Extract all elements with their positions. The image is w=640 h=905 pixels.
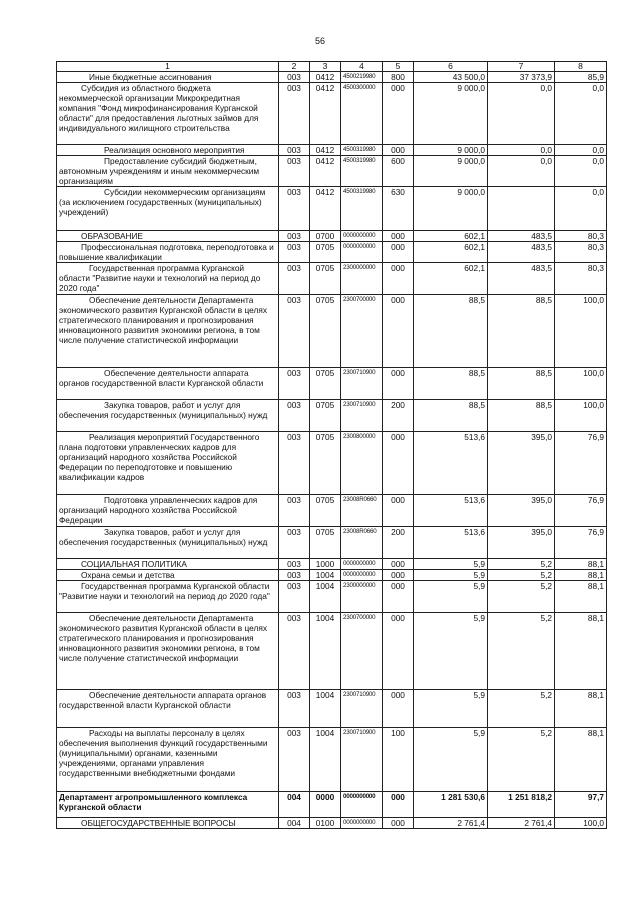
actual-cell (488, 187, 555, 231)
expense-type-cell: 200 (383, 400, 414, 432)
expense-type-cell: 000 (383, 792, 414, 818)
row-name-cell: Обеспечение деятельности аппарата органов государственной власти Курганской области (57, 368, 279, 400)
target-article-cell: 4500319980 (341, 156, 383, 187)
expense-type-cell: 000 (383, 613, 414, 690)
table-row (57, 72, 607, 83)
table-row (57, 690, 607, 728)
row-name-cell: Закупка товаров, работ и услуг для обеспечения государственных (муниципальных) нужд (57, 527, 279, 559)
section-cell: 0412 (310, 145, 341, 156)
plan-cell: 9 000,0 (414, 187, 488, 231)
code-cell: 003 (279, 728, 310, 792)
plan-cell: 513,6 (414, 432, 488, 495)
percent-cell: 85,9 (555, 72, 607, 83)
percent-cell: 88,1 (555, 581, 607, 613)
row-name-cell: Государственная программа Курганской области "Развитие науки и технологий на период до 2020 года" (57, 263, 279, 295)
plan-cell: 5,9 (414, 559, 488, 570)
code-cell: 004 (279, 792, 310, 818)
plan-cell: 602,1 (414, 242, 488, 263)
expense-type-cell: 000 (383, 263, 414, 295)
section-cell: 0412 (310, 72, 341, 83)
code-cell: 003 (279, 570, 310, 581)
table-row (57, 495, 607, 527)
percent-cell: 76,9 (555, 527, 607, 559)
plan-cell: 513,6 (414, 527, 488, 559)
header-cell: 5 (383, 62, 414, 72)
target-article-cell: 0000000000 (341, 570, 383, 581)
code-cell: 003 (279, 400, 310, 432)
row-name-cell: Субсидии некоммерческим организациям (за исключением государственных (муниципальных) учреждений) (57, 187, 279, 231)
code-cell: 003 (279, 368, 310, 400)
plan-cell: 602,1 (414, 231, 488, 242)
expense-type-cell: 000 (383, 231, 414, 242)
plan-cell: 1 281 530,6 (414, 792, 488, 818)
table-row (57, 295, 607, 368)
percent-cell: 100,0 (555, 368, 607, 400)
actual-cell: 5,2 (488, 690, 555, 728)
header-row (57, 62, 607, 72)
table-row (57, 559, 607, 570)
plan-cell: 5,9 (414, 613, 488, 690)
row-name-cell: Закупка товаров, работ и услуг для обеспечения государственных (муниципальных) нужд (57, 400, 279, 432)
actual-cell: 5,2 (488, 570, 555, 581)
expense-type-cell: 000 (383, 818, 414, 829)
row-name-cell: Субсидия из областного бюджета некоммерческой организации Микрокредитная компания "Фонд микрофинансирования Курганской области" для предоставления льготных займов для индивидуального жилищного строительства (57, 83, 279, 145)
actual-cell: 2 761,4 (488, 818, 555, 829)
actual-cell: 37 373,9 (488, 72, 555, 83)
expense-type-cell: 000 (383, 83, 414, 145)
code-cell: 003 (279, 495, 310, 527)
target-article-cell: 2300000000 (341, 581, 383, 613)
table-row (57, 187, 607, 231)
actual-cell: 88,5 (488, 400, 555, 432)
section-cell: 0705 (310, 400, 341, 432)
budget-table (56, 61, 607, 829)
code-cell: 003 (279, 263, 310, 295)
section-cell: 1004 (310, 570, 341, 581)
expense-type-cell: 000 (383, 581, 414, 613)
plan-cell: 602,1 (414, 263, 488, 295)
row-name-cell: Реализация основного мероприятия (57, 145, 279, 156)
expense-type-cell: 600 (383, 156, 414, 187)
actual-cell: 395,0 (488, 527, 555, 559)
header-cell: 3 (310, 62, 341, 72)
code-cell: 003 (279, 72, 310, 83)
target-article-cell: 23008R0660 (341, 495, 383, 527)
code-cell: 003 (279, 527, 310, 559)
actual-cell: 5,2 (488, 581, 555, 613)
actual-cell: 0,0 (488, 145, 555, 156)
expense-type-cell: 800 (383, 72, 414, 83)
percent-cell: 88,1 (555, 613, 607, 690)
target-article-cell: 2300700000 (341, 295, 383, 368)
section-cell: 0705 (310, 263, 341, 295)
code-cell: 003 (279, 231, 310, 242)
section-cell: 0705 (310, 495, 341, 527)
code-cell: 003 (279, 83, 310, 145)
target-article-cell: 23008R0660 (341, 527, 383, 559)
percent-cell: 88,1 (555, 728, 607, 792)
table-row (57, 242, 607, 263)
target-article-cell: 2300800000 (341, 432, 383, 495)
expense-type-cell: 000 (383, 570, 414, 581)
plan-cell: 88,5 (414, 368, 488, 400)
row-name-cell: Расходы на выплаты персоналу в целях обеспечения выполнения функций государственными (муниципальными) органами, казенными учреждениями, органами управления государственными внебюджетными фондами (57, 728, 279, 792)
plan-cell: 5,9 (414, 581, 488, 613)
expense-type-cell: 200 (383, 527, 414, 559)
percent-cell: 76,9 (555, 432, 607, 495)
percent-cell: 88,1 (555, 559, 607, 570)
plan-cell: 43 500,0 (414, 72, 488, 83)
target-article-cell: 0000000000 (341, 231, 383, 242)
section-cell: 1004 (310, 613, 341, 690)
table-row (57, 231, 607, 242)
code-cell: 003 (279, 432, 310, 495)
expense-type-cell: 100 (383, 728, 414, 792)
section-cell: 1004 (310, 581, 341, 613)
code-cell: 003 (279, 690, 310, 728)
target-article-cell: 0000000000 (341, 818, 383, 829)
section-cell: 1004 (310, 728, 341, 792)
code-cell: 003 (279, 559, 310, 570)
percent-cell: 76,9 (555, 495, 607, 527)
row-name-cell: Департамент агропромышленного комплекса Курганской области (57, 792, 279, 818)
percent-cell: 88,1 (555, 690, 607, 728)
expense-type-cell: 630 (383, 187, 414, 231)
actual-cell: 5,2 (488, 559, 555, 570)
target-article-cell: 2300000000 (341, 263, 383, 295)
plan-cell: 2 761,4 (414, 818, 488, 829)
row-name-cell: Обеспечение деятельности Департамента экономического развития Курганской области в целях стратегического планирования и прогнозирования инновационного развития экономики региона, в том числе получение статистической информации (57, 613, 279, 690)
table-row (57, 400, 607, 432)
actual-cell: 0,0 (488, 83, 555, 145)
section-cell: 0412 (310, 187, 341, 231)
table-row (57, 570, 607, 581)
actual-cell: 483,5 (488, 263, 555, 295)
percent-cell: 0,0 (555, 187, 607, 231)
row-name-cell: Предоставление субсидий бюджетным, автономным учреждениям и иным некоммерческим организациям (57, 156, 279, 187)
table-row (57, 368, 607, 400)
actual-cell: 88,5 (488, 295, 555, 368)
percent-cell: 0,0 (555, 156, 607, 187)
target-article-cell: 4500319980 (341, 145, 383, 156)
percent-cell: 80,3 (555, 231, 607, 242)
target-article-cell: 2300710900 (341, 728, 383, 792)
plan-cell: 88,5 (414, 400, 488, 432)
row-name-cell: Реализация мероприятий Государственного плана подготовки управленческих кадров для организаций народного хозяйства Российской Федерации по переподготовке и повышению квалификации кадров (57, 432, 279, 495)
header-cell: 7 (488, 62, 555, 72)
actual-cell: 395,0 (488, 432, 555, 495)
actual-cell: 88,5 (488, 368, 555, 400)
row-name-cell: ОБРАЗОВАНИЕ (57, 231, 279, 242)
section-cell: 0000 (310, 792, 341, 818)
table-row (57, 728, 607, 792)
row-name-cell: Профессиональная подготовка, переподготовка и повышение квалификации (57, 242, 279, 263)
target-article-cell: 4500300000 (341, 83, 383, 145)
percent-cell: 100,0 (555, 818, 607, 829)
code-cell: 004 (279, 818, 310, 829)
row-name-cell: Обеспечение деятельности аппарата органов государственной власти Курганской области (57, 690, 279, 728)
table-row (57, 527, 607, 559)
table-row (57, 432, 607, 495)
percent-cell: 100,0 (555, 295, 607, 368)
plan-cell: 9 000,0 (414, 145, 488, 156)
actual-cell: 1 251 818,2 (488, 792, 555, 818)
target-article-cell: 2300700000 (341, 613, 383, 690)
section-cell: 1004 (310, 690, 341, 728)
section-cell: 0705 (310, 432, 341, 495)
code-cell: 003 (279, 242, 310, 263)
header-cell: 8 (555, 62, 607, 72)
percent-cell: 97,7 (555, 792, 607, 818)
expense-type-cell: 000 (383, 495, 414, 527)
target-article-cell: 4500219980 (341, 72, 383, 83)
percent-cell: 0,0 (555, 145, 607, 156)
plan-cell: 5,9 (414, 690, 488, 728)
plan-cell: 88,5 (414, 295, 488, 368)
section-cell: 1000 (310, 559, 341, 570)
actual-cell: 0,0 (488, 156, 555, 187)
plan-cell: 9 000,0 (414, 83, 488, 145)
plan-cell: 9 000,0 (414, 156, 488, 187)
expense-type-cell: 000 (383, 295, 414, 368)
target-article-cell: 2300710900 (341, 368, 383, 400)
table-row (57, 145, 607, 156)
table-row (57, 818, 607, 829)
section-cell: 0705 (310, 527, 341, 559)
section-cell: 0412 (310, 156, 341, 187)
target-article-cell: 2300710900 (341, 690, 383, 728)
code-cell: 003 (279, 145, 310, 156)
page-number: 56 (314, 36, 325, 46)
section-cell: 0100 (310, 818, 341, 829)
table-row (57, 613, 607, 690)
percent-cell: 80,3 (555, 263, 607, 295)
actual-cell: 395,0 (488, 495, 555, 527)
header-cell: 6 (414, 62, 488, 72)
code-cell: 003 (279, 581, 310, 613)
actual-cell: 5,2 (488, 613, 555, 690)
code-cell: 003 (279, 156, 310, 187)
code-cell: 003 (279, 295, 310, 368)
row-name-cell: Обеспечение деятельности Департамента экономического развития Курганской области в целях стратегического планирования и прогнозирования инновационного развития экономики региона, в том числе получение статистической информации (57, 295, 279, 368)
section-cell: 0705 (310, 368, 341, 400)
percent-cell: 0,0 (555, 83, 607, 145)
target-article-cell: 0000000000 (341, 792, 383, 818)
target-article-cell: 2300710900 (341, 400, 383, 432)
section-cell: 0412 (310, 83, 341, 145)
expense-type-cell: 000 (383, 145, 414, 156)
code-cell: 003 (279, 613, 310, 690)
actual-cell: 483,5 (488, 242, 555, 263)
plan-cell: 5,9 (414, 570, 488, 581)
percent-cell: 88,1 (555, 570, 607, 581)
plan-cell: 513,6 (414, 495, 488, 527)
table-row (57, 156, 607, 187)
row-name-cell: Охрана семьи и детства (57, 570, 279, 581)
row-name-cell: Иные бюджетные ассигнования (57, 72, 279, 83)
row-name-cell: Государственная программа Курганской области "Развитие науки и технологий на период до 2020 года" (57, 581, 279, 613)
header-cell: 4 (341, 62, 383, 72)
row-name-cell: СОЦИАЛЬНАЯ ПОЛИТИКА (57, 559, 279, 570)
header-cell: 1 (57, 62, 279, 72)
expense-type-cell: 000 (383, 432, 414, 495)
section-cell: 0705 (310, 295, 341, 368)
target-article-cell: 0000000000 (341, 242, 383, 263)
target-article-cell: 0000000000 (341, 559, 383, 570)
plan-cell: 5,9 (414, 728, 488, 792)
expense-type-cell: 000 (383, 690, 414, 728)
percent-cell: 80,3 (555, 242, 607, 263)
section-cell: 0700 (310, 231, 341, 242)
expense-type-cell: 000 (383, 559, 414, 570)
row-name-cell: Подготовка управленческих кадров для организаций народного хозяйства Российской Федерации (57, 495, 279, 527)
table-row (57, 581, 607, 613)
expense-type-cell: 000 (383, 242, 414, 263)
target-article-cell: 4500319980 (341, 187, 383, 231)
expense-type-cell: 000 (383, 368, 414, 400)
header-cell: 2 (279, 62, 310, 72)
table-row (57, 792, 607, 818)
actual-cell: 483,5 (488, 231, 555, 242)
table-row (57, 263, 607, 295)
table-row (57, 83, 607, 145)
actual-cell: 5,2 (488, 728, 555, 792)
row-name-cell: ОБЩЕГОСУДАРСТВЕННЫЕ ВОПРОСЫ (57, 818, 279, 829)
percent-cell: 100,0 (555, 400, 607, 432)
code-cell: 003 (279, 187, 310, 231)
section-cell: 0705 (310, 242, 341, 263)
